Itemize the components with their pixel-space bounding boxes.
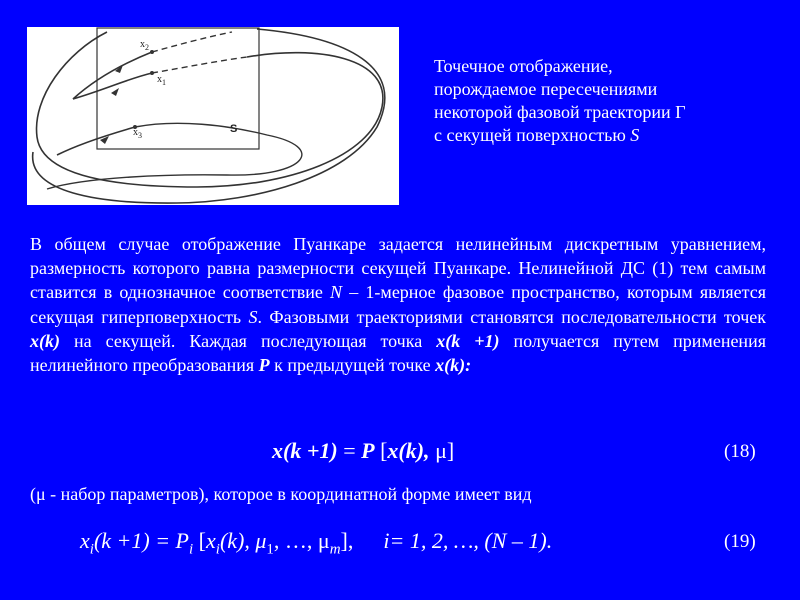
label-x3-sub: 3	[138, 131, 142, 140]
trajectory-segment	[73, 73, 152, 99]
point-x1	[150, 71, 154, 75]
paragraph-symbol-n: N	[330, 282, 343, 303]
paragraph-symbol-xk1: x(k +1)	[436, 330, 500, 351]
paragraph-text: – 1-мерное фазовое пространство, которым является секущая гиперповерхность	[30, 282, 766, 327]
eq19-close-bracket: ],	[340, 528, 354, 553]
label-x1-sub: 1	[162, 78, 166, 87]
eq18-equals: =	[337, 438, 362, 463]
eq19-dots: , …, μ	[273, 528, 330, 553]
trajectory-inner-loop	[47, 123, 302, 189]
trajectory-outer-loop	[37, 32, 383, 187]
paragraph-symbol-s: S	[248, 306, 258, 327]
eq18-operator-p: P	[361, 438, 375, 463]
poincare-section-figure	[27, 27, 399, 205]
equation-18	[272, 438, 454, 464]
label-x2: x	[140, 39, 145, 50]
eq19-x: x	[80, 528, 90, 553]
eq18-xk: x(k),	[387, 438, 430, 463]
body-paragraph	[30, 232, 766, 377]
paragraph-text: на секущей. Каждая последующая точка	[60, 330, 437, 351]
eq18-close-bracket: ]	[446, 438, 455, 463]
paragraph-text: к предыдущей точке	[269, 355, 436, 376]
trajectory-segment	[57, 127, 135, 155]
eq19-mu1: 1	[266, 541, 274, 558]
point-x2	[150, 50, 154, 54]
eq19-k1: (k +1) =	[93, 528, 176, 553]
figure-caption	[434, 55, 774, 147]
eq18-lhs: x(k +1)	[272, 438, 338, 463]
label-x1: x	[157, 74, 162, 85]
label-x3: x	[133, 127, 138, 138]
eq19-index-range: i= 1, 2, …, (N – 1).	[383, 528, 553, 553]
paragraph-text: получается путем применения нелинейного преобразования	[30, 330, 766, 376]
svg-text:x1	[157, 74, 166, 87]
caption-line-4-text: с секущей поверхностью	[434, 125, 631, 145]
eq18-open-bracket: [	[374, 438, 388, 463]
eq19-x2: x	[206, 528, 216, 553]
caption-symbol-s: S	[630, 125, 640, 145]
caption-line-1: Точечное отображение,	[434, 56, 613, 76]
equation-19-number: (19)	[724, 531, 756, 552]
paragraph-text: . Фазовыми траекториями становятся последовательности точек	[257, 306, 767, 327]
trajectory-dashed-segment	[152, 32, 232, 52]
paragraph-symbol-p: P	[258, 355, 270, 376]
equation-19	[80, 528, 552, 562]
arrow-icon	[111, 88, 119, 96]
label-x2-sub: 2	[145, 43, 149, 52]
svg-text:x2	[140, 39, 149, 52]
eq19-open-bracket: [	[193, 528, 206, 553]
parameter-note: (μ - набор параметров), которое в координатной форме имеет вид	[30, 484, 532, 504]
eq18-mu: μ	[429, 438, 447, 463]
paragraph-symbol-xk: x(k)	[30, 330, 60, 351]
poincare-diagram	[27, 27, 399, 205]
eq19-k: (k), μ	[219, 528, 267, 553]
caption-line-4	[434, 124, 774, 147]
eq19-sub-i: i	[89, 541, 94, 558]
paragraph-symbol-xk-end: x(k):	[435, 355, 472, 376]
paragraph-text: В общем случае отображение Пуанкаре задается нелинейным дискретным уравнением, размерность которого равна размерности секущей Пуанкаре. Нелинейной ДС (1) тем самым ставится в однозначное соответствие	[30, 234, 766, 303]
caption-line-3: некоторой фазовой траектории Г	[434, 102, 686, 122]
eq19-p: P	[175, 528, 189, 553]
eq19-sub-i2: i	[189, 541, 194, 558]
label-s: S	[230, 123, 238, 135]
trajectory-dashed-segment	[152, 57, 247, 73]
caption-line-2: порождаемое пересечениями	[434, 79, 658, 99]
svg-text:x3	[133, 127, 142, 140]
eq19-sub-i3: i	[215, 541, 220, 558]
equation-18-number: (18)	[724, 441, 756, 462]
eq19-mum: m	[329, 541, 341, 558]
